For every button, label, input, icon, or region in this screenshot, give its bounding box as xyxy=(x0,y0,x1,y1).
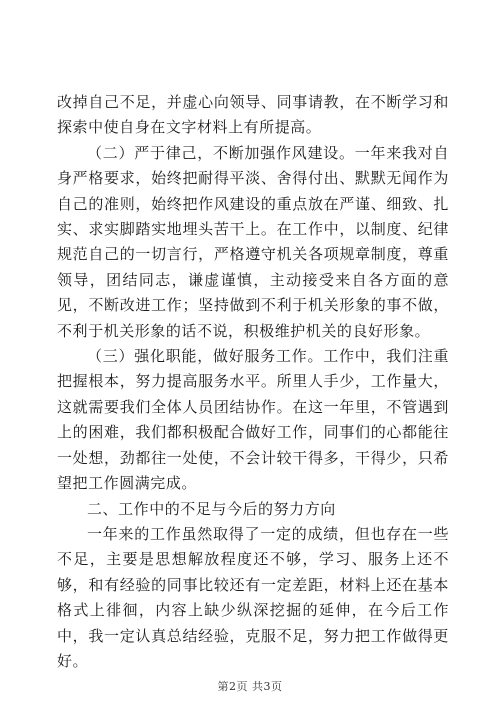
paragraph-shortcomings: 一年来的工作虽然取得了一定的成绩，但也存在一些不足，主要是思想解放程度还不够，学习、服务上还不够，和有经验的同事比较还有一定差距，材料上还在基本格式上徘徊，内容上缺少纵深挖掘的延伸，在今后工作中，我一定认真总结经验，克服不足，努力把工作做得更好。 xyxy=(57,524,449,670)
paragraph-self-discipline: （二）严于律己，不断加强作风建设。一年来我对自身严格要求，始终把耐得平淡、舍得付出、默默无闻作为自己的准则，始终把作风建设的重点放在严谨、细致、扎实、求实脚踏实地埋头苦干上。在工作中，以制度、纪律规范自己的一切言行，严格遵守机关各项规章制度，尊重领导，团结同志，谦虚谨慎，主动接受来自各方面的意见，不断改进工作；坚持做到不利于机关形象的事不做，不利于机关形象的话不说，积极维护机关的良好形象。 xyxy=(57,143,449,340)
paragraph-service-function: （三）强化职能，做好服务工作。工作中，我们注重把握根本，努力提高服务水平。所里人手少，工作量大，这就需要我们全体人员团结协作。在这一年里，不管遇到上的困难，我们都积极配合做好工作，同事们的心都能往一处想，劲都往一处使，不会计较干得多，干得少，只希望把工作圆满完成。 xyxy=(57,347,449,493)
document-body xyxy=(57,90,449,674)
paragraph-continuation: 改掉自己不足，并虚心向领导、同事请教，在不断学习和探索中使自身在文字材料上有所提高。 xyxy=(57,93,449,137)
page-footer: 第2页 共3页 xyxy=(217,680,283,693)
section-heading: 二、工作中的不足与今后的努力方向 xyxy=(87,499,336,518)
